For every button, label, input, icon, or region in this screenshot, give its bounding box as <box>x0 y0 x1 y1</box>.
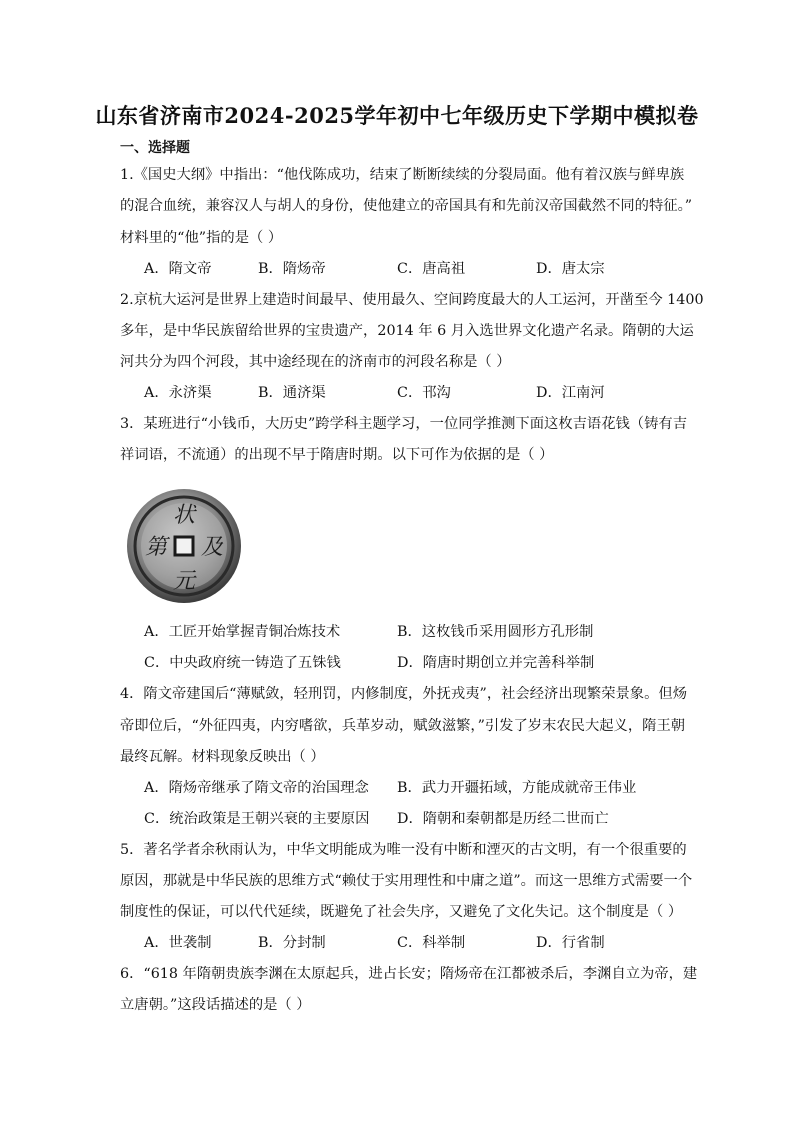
option-b[interactable]: B．隋炀帝 <box>258 261 326 277</box>
question-5-line-2: 原因，那就是中华民族的思维方式“赖仗于实用理性和中庸之道”。而这一思维方式需要一个 <box>120 873 693 889</box>
question-5-line-1: 5．著名学者余秋雨认为，中华文明能成为唯一没有中断和湮灭的古文明，有一个很重要的 <box>120 842 687 858</box>
coin-char-top: 状 <box>172 503 196 528</box>
question-6-line-2: 立唐朝。”这段话描述的是（ ） <box>120 997 311 1013</box>
question-2-line-2: 多年，是中华民族留给世界的宝贵遗产，2014 年 6 月入选世界文化遗产名录。隋朝的大运 <box>120 323 694 339</box>
coin-char-left: 第 <box>144 535 168 560</box>
option-d[interactable]: D．行省制 <box>536 935 605 951</box>
question-2-line-1: 2.京杭大运河是世界上建造时间最早、使用最久、空间跨度最大的人工运河，开凿至今 1400 <box>120 292 704 308</box>
coin-image <box>122 488 252 608</box>
question-6-line-1: 6．“618 年隋朝贵族李渊在太原起兵，进占长安；隋炀帝在江都被杀后，李渊自立为帝，建 <box>120 966 698 982</box>
option-d[interactable]: D．隋唐时期创立并完善科举制 <box>397 655 595 671</box>
option-c[interactable]: C．唐高祖 <box>397 261 466 277</box>
option-c[interactable]: C．统治政策是王朝兴衰的主要原因 <box>144 811 370 827</box>
question-4-line-3: 最终瓦解。材料现象反映出（ ） <box>120 749 325 765</box>
option-b[interactable]: B．分封制 <box>258 935 326 951</box>
coin-char-bottom: 元 <box>172 569 196 594</box>
question-4-line-1: 4．隋文帝建国后“薄赋敛，轻刑罚，内修制度，外抚戎夷”，社会经济出现繁荣景象。但炀 <box>120 686 687 702</box>
option-d[interactable]: D．唐太宗 <box>536 261 605 277</box>
question-1-line-3: 材料里的“他”指的是（ ） <box>120 230 283 246</box>
option-b[interactable]: B．武力开疆拓域，方能成就帝王伟业 <box>397 780 637 796</box>
option-a[interactable]: A．隋文帝 <box>144 261 212 277</box>
coin-char-right: 及 <box>200 535 224 560</box>
option-c[interactable]: C．科举制 <box>397 935 466 951</box>
question-5-line-3: 制度性的保证，可以代代延续，既避免了社会失序，又避免了文化失记。这个制度是（ ） <box>120 904 683 920</box>
option-a[interactable]: A．永济渠 <box>144 385 212 401</box>
option-b[interactable]: B．通济渠 <box>258 385 326 401</box>
question-4-line-2: 帝即位后，“外征四夷，内穷嗜欲，兵革岁动，赋敛滋繁，”引发了岁末农民大起义，隋王朝 <box>120 718 686 734</box>
question-2-line-3: 河共分为四个河段，其中途经现在的济南市的河段名称是（ ） <box>120 354 511 370</box>
question-1-line-2: 的混合血统，兼容汉人与胡人的身份，使他建立的帝国具有和先前汉帝国截然不同的特征。” <box>120 198 693 214</box>
coin-illustration <box>122 488 252 608</box>
section-heading: 一、选择题 <box>120 140 190 156</box>
option-a[interactable]: A．工匠开始掌握青铜冶炼技术 <box>144 624 341 640</box>
option-b[interactable]: B．这枚钱币采用圆形方孔形制 <box>397 624 594 640</box>
option-d[interactable]: D．江南河 <box>536 385 605 401</box>
option-a[interactable]: A．世袭制 <box>144 935 212 951</box>
question-3-line-2: 祥词语，不流通）的出现不早于隋唐时期。以下可作为依据的是（ ） <box>120 447 554 463</box>
coin-square-hole <box>175 537 193 555</box>
option-d[interactable]: D．隋朝和秦朝都是历经二世而亡 <box>397 811 609 827</box>
option-c[interactable]: C．邗沟 <box>397 385 451 401</box>
option-a[interactable]: A．隋炀帝继承了隋文帝的治国理念 <box>144 780 369 796</box>
question-1-line-1: 1.《国史大纲》中指出：“他伐陈成功，结束了断断续续的分裂局面。他有着汉族与鲜卑族 <box>120 167 685 183</box>
question-3-line-1: 3．某班进行“小钱币，大历史”跨学科主题学习，一位同学推测下面这枚吉语花钱（铸有吉 <box>120 416 687 432</box>
page-title: 山东省济南市2024-2025学年初中七年级历史下学期中模拟卷 <box>95 103 699 128</box>
option-c[interactable]: C．中央政府统一铸造了五铢钱 <box>144 655 341 671</box>
